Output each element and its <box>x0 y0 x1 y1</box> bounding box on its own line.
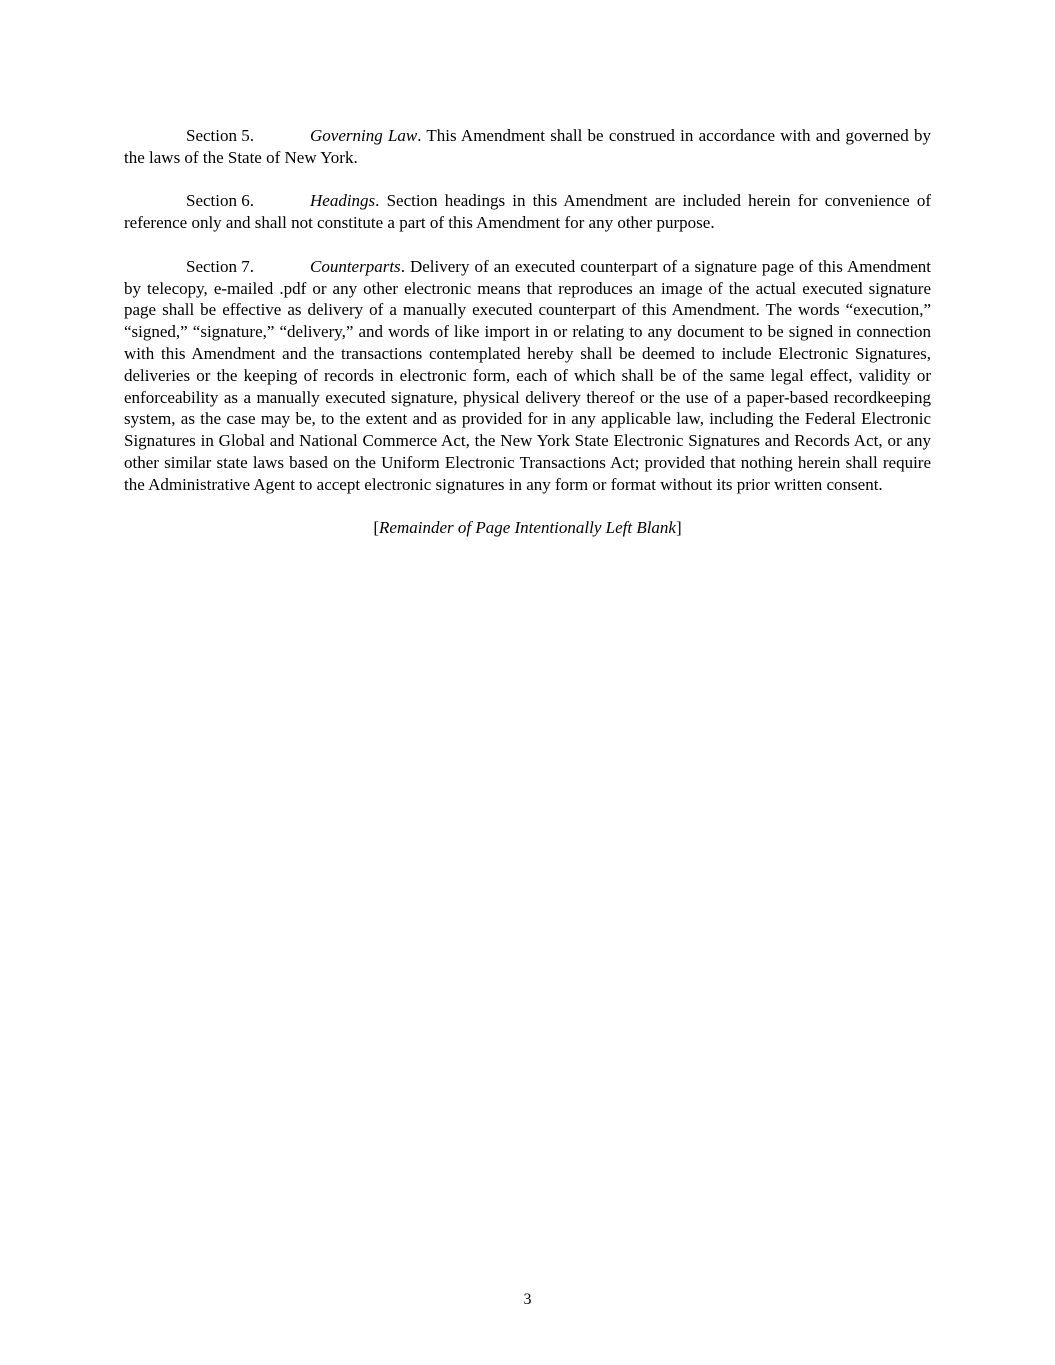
section-heading: Headings <box>310 191 376 211</box>
open-bracket: [ <box>373 518 380 538</box>
page-number: 3 <box>523 1291 532 1308</box>
remainder-text: Remainder of Page Intentionally Left Blank <box>379 518 676 538</box>
section-text: . This Amendment shall be construed in accordance with and governed by the laws of the State of New York. <box>124 126 931 167</box>
section-5-governing-law <box>124 125 931 169</box>
document-body <box>124 125 931 539</box>
section-number: Section 6. <box>186 191 254 211</box>
section-heading: Governing Law <box>310 126 418 145</box>
section-text: . Section headings in this Amendment are included herein for convenience of reference only and shall not constitute a part of this Amendment for any other purpose. <box>124 191 931 233</box>
section-6-headings <box>124 190 931 234</box>
section-number: Section 5. <box>186 126 254 145</box>
section-heading: Counterparts <box>310 256 401 276</box>
remainder-notice <box>124 517 931 539</box>
section-7-counterparts <box>124 256 931 496</box>
section-text: . Delivery of an executed counterpart of a signature page of this Amendment by telecopy, e-mailed .pdf or any other electronic means that reproduces an image of the actual executed signature page shall be effective as delivery of a manually executed counterpart of this Amendment. The words “execution,” “signed,” “signature,” “delivery,” and words of like import in or relating to any document to be signed in connection with this Amendment and the transactions contemplated hereby shall be deemed to include Electronic Signatures, deliveries or the keeping of records in electronic form, each of which shall be of the same legal effect, validity or enforceability as a manually executed signature, physical delivery thereof or the use of a paper-based recordkeeping system, as the case may be, to the extent and as provided for in any applicable law, including the Federal Electronic Signatures in Global and National Commerce Act, the New York State Electronic Signatures and Records Act, or any other similar state laws based on the Uniform Electronic Transactions Act; provided that nothing herein shall require the Administrative Agent to accept electronic signatures in any form or format without its prior written consent. <box>124 256 931 494</box>
section-number: Section 7. <box>186 256 254 276</box>
close-bracket: ] <box>675 518 682 538</box>
